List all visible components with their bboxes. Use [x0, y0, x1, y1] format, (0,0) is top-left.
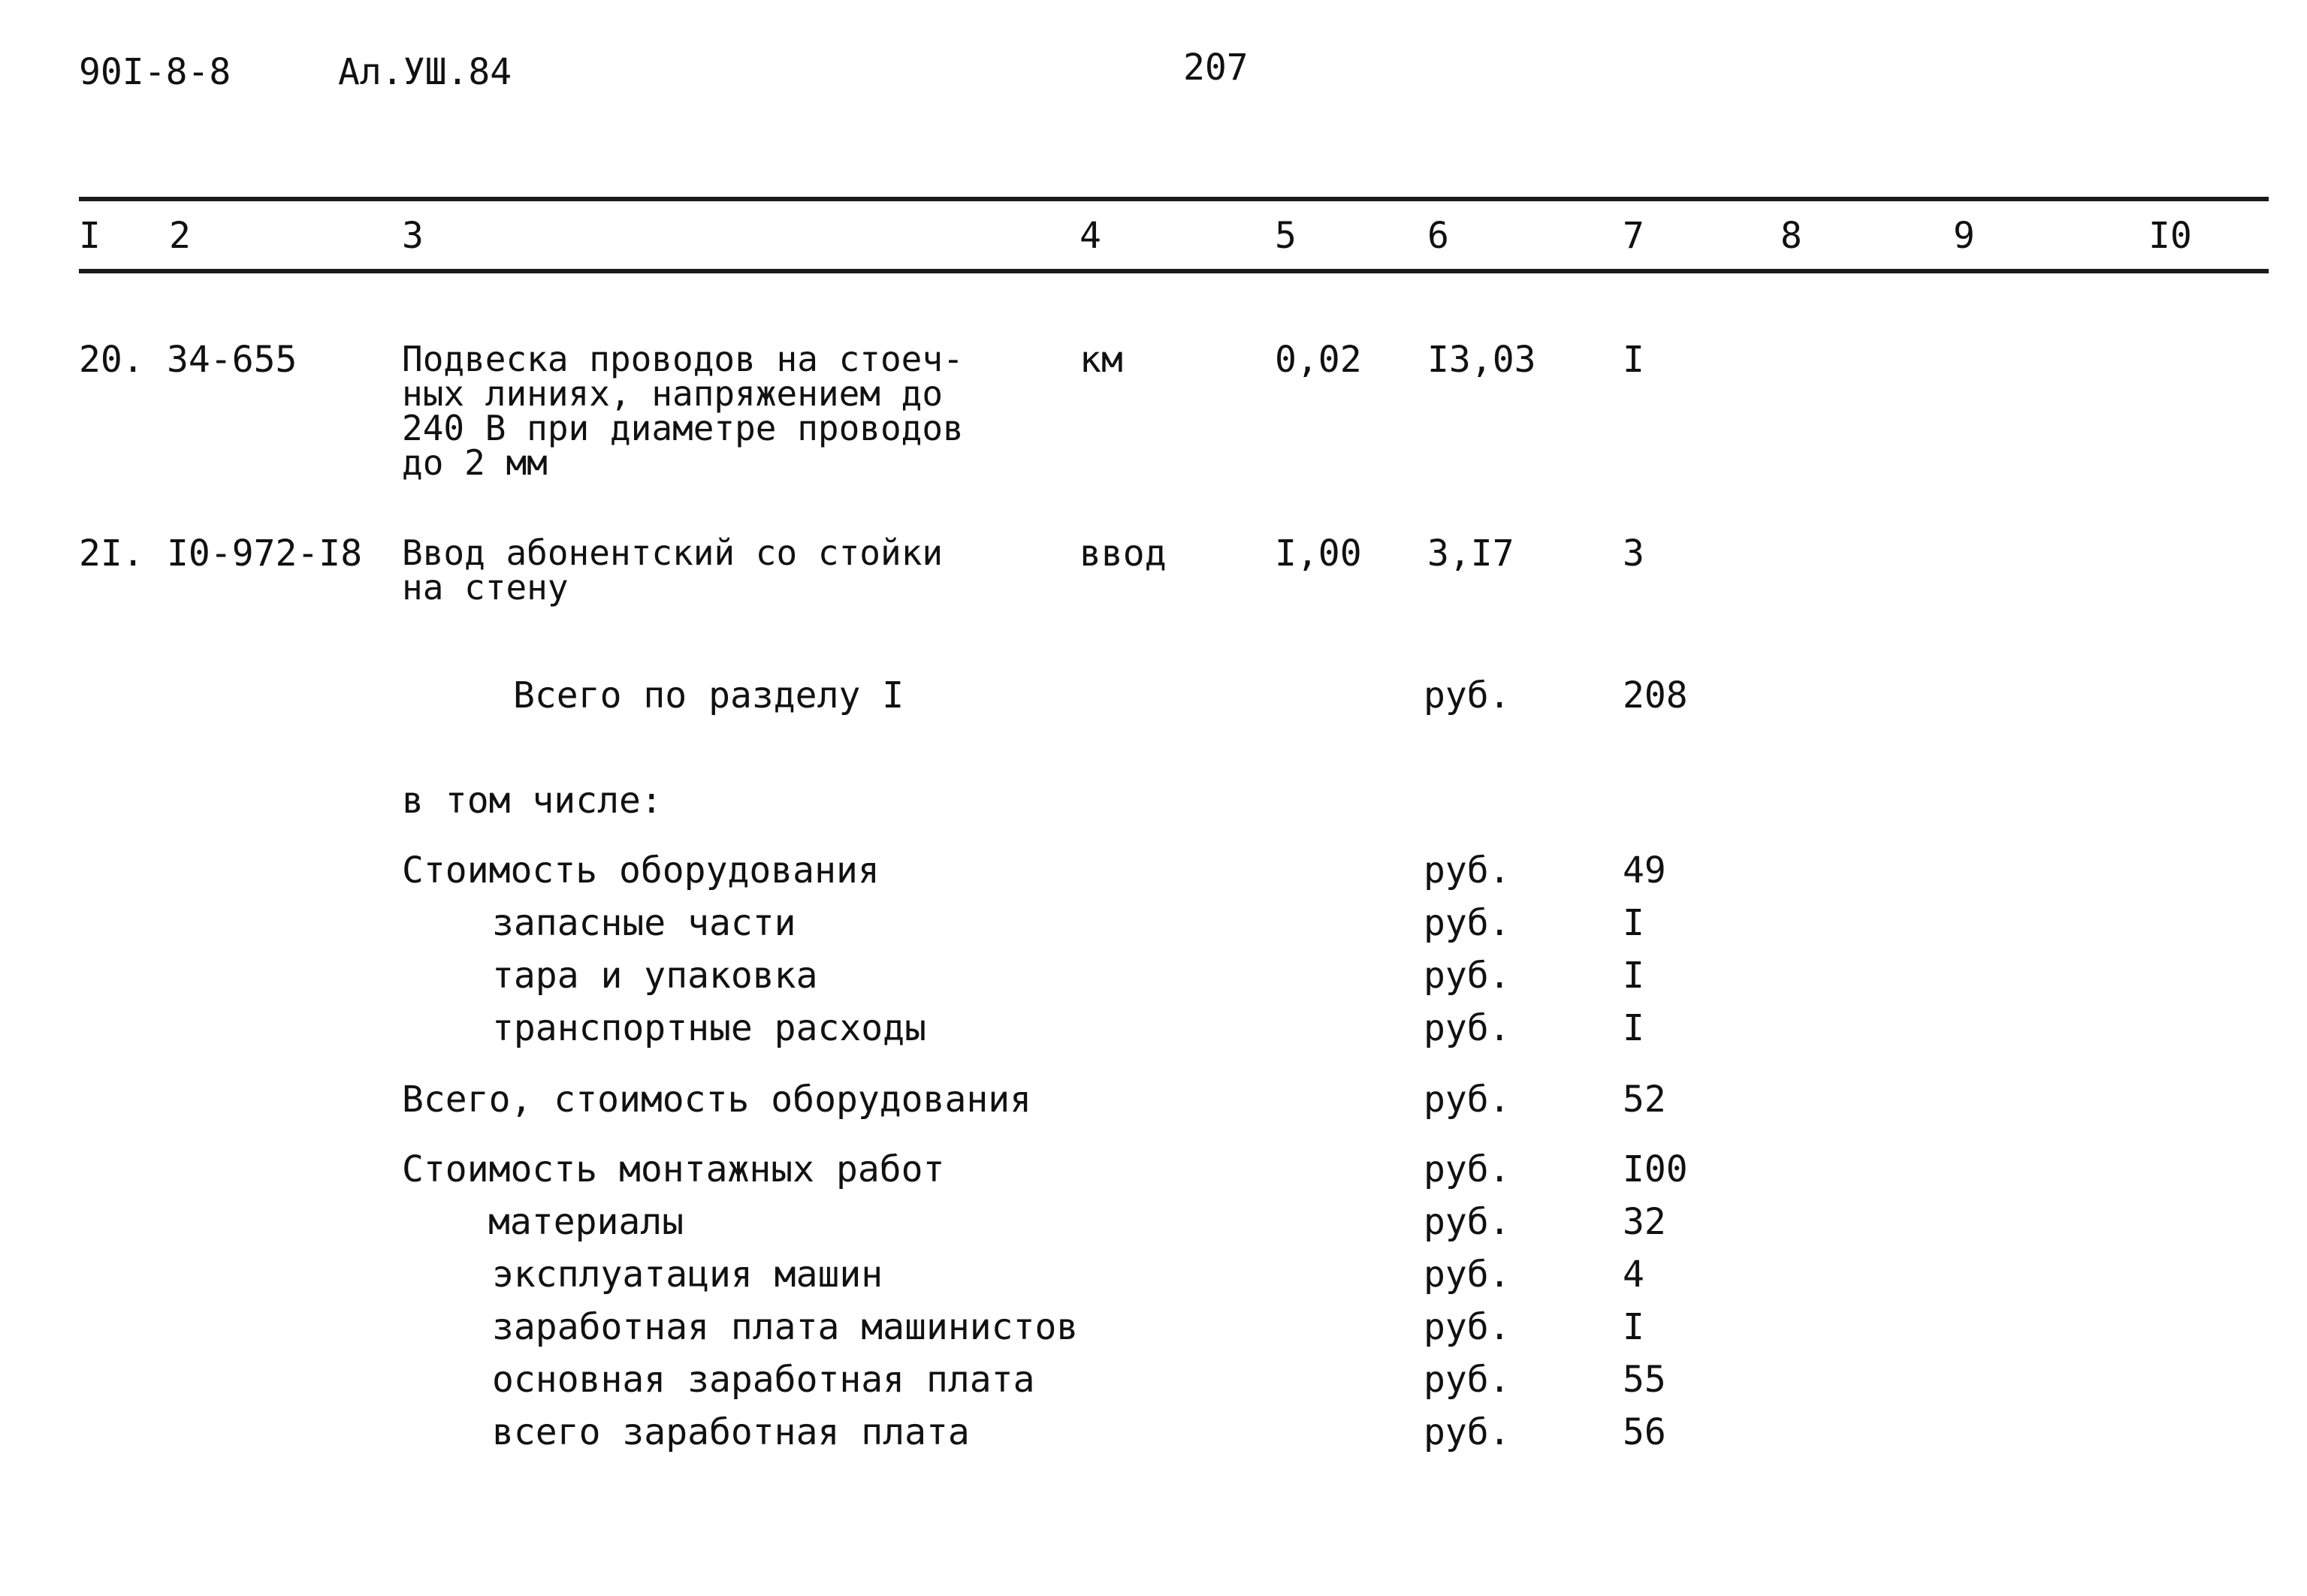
including-label: в том числе: [402, 780, 663, 822]
breakdown-unit: руб. [1424, 1411, 1511, 1453]
breakdown-unit: руб. [1424, 849, 1511, 892]
breakdown-label: всего заработная плата [492, 1411, 970, 1453]
breakdown-unit: руб. [1424, 955, 1511, 997]
breakdown-label: запасные части [492, 902, 796, 944]
breakdown-label: заработная плата машинистов [492, 1306, 1079, 1348]
column-header-5: 5 [1275, 215, 1297, 257]
column-header-10: I0 [2148, 215, 2192, 257]
breakdown-label: тара и упаковка [492, 955, 818, 997]
row-quantity: I,00 [1275, 533, 1362, 575]
row-description: Подвеска проводов на стоеч- ных линиях, напряжением до 240 В при диаметре проводов до 2 мм [402, 339, 964, 483]
row-number: 20. [79, 339, 144, 381]
document-code: 90I-8-8 [79, 51, 231, 93]
breakdown-unit: руб. [1424, 1079, 1511, 1121]
row-price: I3,03 [1427, 339, 1536, 381]
section-total-unit: руб. [1424, 674, 1511, 717]
table-top-rule [79, 197, 2269, 201]
column-header-6: 6 [1427, 215, 1449, 257]
breakdown-value: 4 [1623, 1254, 1644, 1296]
row-price: 3,I7 [1427, 533, 1514, 575]
breakdown-unit: руб. [1424, 1359, 1511, 1401]
breakdown-label: Стоимость монтажных работ [402, 1148, 945, 1190]
column-header-3: 3 [402, 215, 424, 257]
breakdown-value: 55 [1623, 1359, 1666, 1401]
breakdown-unit: руб. [1424, 1148, 1511, 1190]
breakdown-label: материалы [488, 1201, 684, 1243]
breakdown-label: эксплуатация машин [492, 1254, 883, 1296]
breakdown-unit: руб. [1424, 902, 1511, 944]
breakdown-value: 56 [1623, 1411, 1666, 1453]
breakdown-value: 49 [1623, 849, 1666, 892]
breakdown-value: I00 [1623, 1148, 1688, 1190]
column-header-8: 8 [1780, 215, 1802, 257]
breakdown-unit: руб. [1424, 1306, 1511, 1348]
breakdown-label: основная заработная плата [492, 1359, 1035, 1401]
row-total: I [1623, 339, 1644, 381]
breakdown-unit: руб. [1424, 1007, 1511, 1049]
page-number: 207 [1183, 47, 1249, 89]
breakdown-label: Всего, стоимость оборудования [402, 1079, 1032, 1121]
breakdown-value: I [1623, 1306, 1644, 1348]
row-total: 3 [1623, 533, 1644, 575]
album-reference: Ал.УШ.84 [338, 51, 512, 93]
section-total-label: Всего по разделу I [513, 674, 904, 717]
breakdown-value: 32 [1623, 1201, 1666, 1243]
breakdown-label: транспортные расходы [492, 1007, 926, 1049]
row-unit: ввод [1080, 533, 1167, 575]
breakdown-value: I [1623, 955, 1644, 997]
row-number: 2I. [79, 533, 144, 575]
row-quantity: 0,02 [1275, 339, 1362, 381]
row-code: I0-972-I8 [167, 533, 363, 575]
column-header-2: 2 [169, 215, 191, 257]
breakdown-value: I [1623, 1007, 1644, 1049]
column-header-9: 9 [1953, 215, 1975, 257]
row-description: Ввод абонентский со стойки на стену [402, 533, 944, 608]
breakdown-value: I [1623, 902, 1644, 944]
column-header-1: I [79, 215, 101, 257]
column-header-4: 4 [1080, 215, 1101, 257]
column-header-7: 7 [1623, 215, 1644, 257]
breakdown-unit: руб. [1424, 1254, 1511, 1296]
row-code: 34-655 [167, 339, 297, 381]
table-header-rule [79, 269, 2269, 273]
section-total-value: 208 [1623, 674, 1688, 717]
breakdown-value: 52 [1623, 1079, 1666, 1121]
breakdown-label: Стоимость оборудования [402, 849, 880, 892]
breakdown-unit: руб. [1424, 1201, 1511, 1243]
row-unit: км [1080, 339, 1123, 381]
